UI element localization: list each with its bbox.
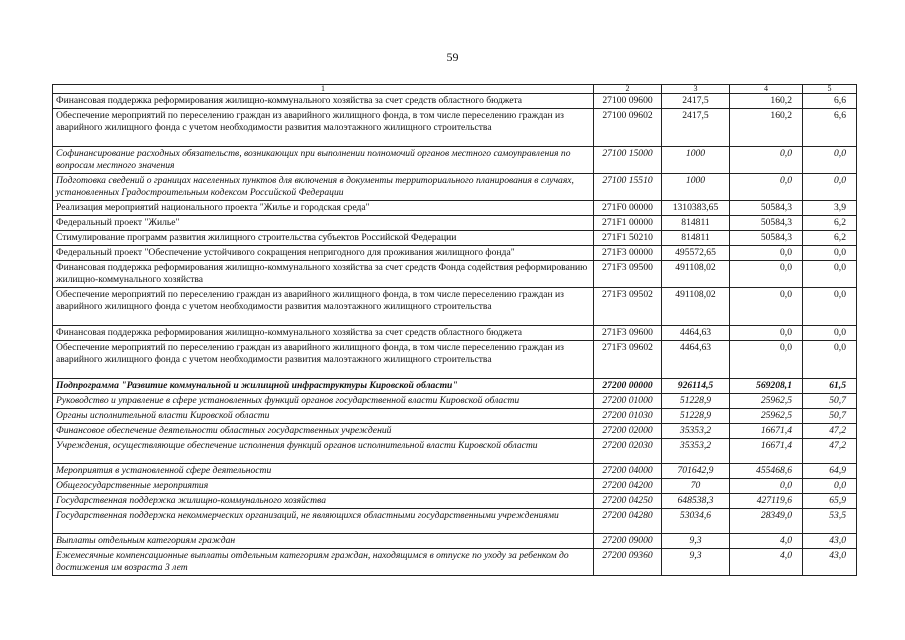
- table-row: [53, 439, 857, 464]
- row-percent: 50,7: [803, 394, 857, 409]
- row-name: Реализация мероприятий национального проекта "Жилье и городская среда": [53, 201, 594, 216]
- row-plan: 491108,02: [662, 288, 730, 326]
- row-name: Государственная поддержка некоммерческих организаций, не являющихся областными государственными учреждениями: [53, 509, 594, 534]
- row-plan: 2417,5: [662, 94, 730, 109]
- row-name: Подпрограмма "Развитие коммунальной и жилищной инфраструктуры Кировской области": [53, 379, 594, 394]
- row-fact: 4,0: [730, 549, 803, 576]
- row-plan: 1310383,65: [662, 201, 730, 216]
- budget-table: [52, 84, 857, 576]
- row-plan: 491108,02: [662, 261, 730, 288]
- row-code: 271F3 09502: [594, 288, 662, 326]
- row-plan: 701642,9: [662, 464, 730, 479]
- row-fact: 427119,6: [730, 494, 803, 509]
- row-fact: 25962,5: [730, 394, 803, 409]
- row-plan: 814811: [662, 216, 730, 231]
- row-plan: 70: [662, 479, 730, 494]
- row-code: 271F3 00000: [594, 246, 662, 261]
- table-row: [53, 424, 857, 439]
- row-fact: 16671,4: [730, 424, 803, 439]
- row-code: 271F3 09602: [594, 341, 662, 379]
- table-row: [53, 261, 857, 288]
- row-code: 271F1 50210: [594, 231, 662, 246]
- row-name: Органы исполнительной власти Кировской области: [53, 409, 594, 424]
- column-header-2: 2: [594, 85, 662, 94]
- row-plan: 495572,65: [662, 246, 730, 261]
- row-name: Мероприятия в установленной сфере деятельности: [53, 464, 594, 479]
- table-row: [53, 94, 857, 109]
- row-name: Финансовая поддержка реформирования жилищно-коммунального хозяйства за счет средств Фонда содействия реформированию жилищно-коммунального хозяйства: [53, 261, 594, 288]
- row-code: 27200 09360: [594, 549, 662, 576]
- row-plan: 35353,2: [662, 424, 730, 439]
- row-name: Финансовая поддержка реформирования жилищно-коммунального хозяйства за счет средств областного бюджета: [53, 326, 594, 341]
- row-plan: 648538,3: [662, 494, 730, 509]
- table-header-row: [53, 85, 857, 94]
- row-name: Обеспечение мероприятий по переселению граждан из аварийного жилищного фонда, в том числе переселению граждан из аварийного жилищного фонда с учетом необходимости развития малоэтажного жилищного строительства: [53, 288, 594, 326]
- row-plan: 35353,2: [662, 439, 730, 464]
- table-row: [53, 288, 857, 326]
- row-code: 27100 15000: [594, 147, 662, 174]
- row-fact: 25962,5: [730, 409, 803, 424]
- row-percent: 0,0: [803, 479, 857, 494]
- row-percent: 0,0: [803, 288, 857, 326]
- row-plan: 51228,9: [662, 394, 730, 409]
- row-name: Обеспечение мероприятий по переселению граждан из аварийного жилищного фонда, в том числе переселению граждан из аварийного жилищного фонда с учетом необходимости развития малоэтажного жилищного строительства: [53, 109, 594, 147]
- row-percent: 0,0: [803, 147, 857, 174]
- row-percent: 65,9: [803, 494, 857, 509]
- row-percent: 6,2: [803, 231, 857, 246]
- row-code: 27200 04200: [594, 479, 662, 494]
- table-row: [53, 534, 857, 549]
- row-name: Выплаты отдельным категориям граждан: [53, 534, 594, 549]
- row-name: Обеспечение мероприятий по переселению граждан из аварийного жилищного фонда, в том числе переселению граждан из аварийного жилищного фонда с учетом необходимости развития малоэтажного жилищного строительства: [53, 341, 594, 379]
- page-number: 59: [446, 50, 459, 64]
- row-code: 27200 01000: [594, 394, 662, 409]
- column-header-3: 3: [662, 85, 730, 94]
- row-name: Государственная поддержка жилищно-коммунального хозяйства: [53, 494, 594, 509]
- row-name: Руководство и управление в сфере установленных функций органов государственной власти Кировской области: [53, 394, 594, 409]
- row-name: Учреждения, осуществляющие обеспечение исполнения функций органов исполнительной власти Кировской области: [53, 439, 594, 464]
- table-row: [53, 109, 857, 147]
- row-percent: 0,0: [803, 326, 857, 341]
- row-name: Общегосударственные мероприятия: [53, 479, 594, 494]
- row-name: Финансовая поддержка реформирования жилищно-коммунального хозяйства за счет средств областного бюджета: [53, 94, 594, 109]
- table-row: [53, 509, 857, 534]
- row-code: 271F3 09600: [594, 326, 662, 341]
- row-code: 27200 04000: [594, 464, 662, 479]
- row-fact: 50584,3: [730, 231, 803, 246]
- table-row: [53, 409, 857, 424]
- row-name: Финансовое обеспечение деятельности областных государственных учреждений: [53, 424, 594, 439]
- row-percent: 0,0: [803, 246, 857, 261]
- row-fact: 0,0: [730, 341, 803, 379]
- table-row: [53, 246, 857, 261]
- row-code: 27200 04280: [594, 509, 662, 534]
- row-name: Федеральный проект "Жилье": [53, 216, 594, 231]
- row-percent: 0,0: [803, 174, 857, 201]
- row-percent: 6,2: [803, 216, 857, 231]
- row-fact: 0,0: [730, 326, 803, 341]
- row-percent: 43,0: [803, 549, 857, 576]
- row-fact: 50584,3: [730, 216, 803, 231]
- row-plan: 814811: [662, 231, 730, 246]
- row-plan: 1000: [662, 174, 730, 201]
- table-row: [53, 379, 857, 394]
- row-percent: 50,7: [803, 409, 857, 424]
- row-percent: 0,0: [803, 341, 857, 379]
- table-row: [53, 174, 857, 201]
- row-code: 271F3 09500: [594, 261, 662, 288]
- row-fact: 455468,6: [730, 464, 803, 479]
- row-code: 27200 01030: [594, 409, 662, 424]
- column-header-4: 4: [730, 85, 803, 94]
- column-header-5: 5: [803, 85, 857, 94]
- row-percent: 61,5: [803, 379, 857, 394]
- row-percent: 53,5: [803, 509, 857, 534]
- table-row: [53, 216, 857, 231]
- row-name: Стимулирование программ развития жилищного строительства субъектов Российской Федерации: [53, 231, 594, 246]
- row-plan: 4464,63: [662, 341, 730, 379]
- row-name: Ежемесячные компенсационные выплаты отдельным категориям граждан, находящимся в отпуске по уходу за ребенком до достижения им возраста 3 лет: [53, 549, 594, 576]
- table-row: [53, 201, 857, 216]
- row-fact: 160,2: [730, 109, 803, 147]
- row-percent: 0,0: [803, 261, 857, 288]
- row-percent: 6,6: [803, 109, 857, 147]
- row-fact: 0,0: [730, 479, 803, 494]
- row-percent: 47,2: [803, 439, 857, 464]
- row-percent: 43,0: [803, 534, 857, 549]
- row-fact: 0,0: [730, 174, 803, 201]
- column-header-1: 1: [53, 85, 594, 94]
- row-name: Федеральный проект "Обеспечение устойчивого сокращения непригодного для проживания жилищного фонда": [53, 246, 594, 261]
- row-code: 27200 04250: [594, 494, 662, 509]
- row-plan: 53034,6: [662, 509, 730, 534]
- table-row: [53, 479, 857, 494]
- row-code: 271F1 00000: [594, 216, 662, 231]
- row-code: 271F0 00000: [594, 201, 662, 216]
- row-name: Подготовка сведений о границах населенных пунктов для включения в документы территориального планирования в случаях, установленных Градостроительным кодексом Российской Федерации: [53, 174, 594, 201]
- row-fact: 28349,0: [730, 509, 803, 534]
- row-percent: 64,9: [803, 464, 857, 479]
- row-plan: 9,3: [662, 534, 730, 549]
- row-plan: 926114,5: [662, 379, 730, 394]
- row-fact: 16671,4: [730, 439, 803, 464]
- table-row: [53, 494, 857, 509]
- row-plan: 4464,63: [662, 326, 730, 341]
- row-name: Софинансирование расходных обязательств, возникающих при выполнении полномочий органов местного самоуправления по вопросам местного значения: [53, 147, 594, 174]
- row-fact: 0,0: [730, 147, 803, 174]
- table-row: [53, 231, 857, 246]
- row-plan: 9,3: [662, 549, 730, 576]
- row-code: 27200 00000: [594, 379, 662, 394]
- row-percent: 3,9: [803, 201, 857, 216]
- row-code: 27100 09602: [594, 109, 662, 147]
- row-plan: 1000: [662, 147, 730, 174]
- table-row: [53, 394, 857, 409]
- table-row: [53, 326, 857, 341]
- row-code: 27200 02030: [594, 439, 662, 464]
- row-fact: 50584,3: [730, 201, 803, 216]
- row-fact: 160,2: [730, 94, 803, 109]
- table-row: [53, 147, 857, 174]
- row-percent: 47,2: [803, 424, 857, 439]
- row-fact: 0,0: [730, 288, 803, 326]
- row-fact: 4,0: [730, 534, 803, 549]
- row-plan: 2417,5: [662, 109, 730, 147]
- row-fact: 0,0: [730, 246, 803, 261]
- row-plan: 51228,9: [662, 409, 730, 424]
- row-code: 27200 02000: [594, 424, 662, 439]
- row-percent: 6,6: [803, 94, 857, 109]
- table-row: [53, 549, 857, 576]
- row-fact: 0,0: [730, 261, 803, 288]
- row-code: 27100 09600: [594, 94, 662, 109]
- row-fact: 569208,1: [730, 379, 803, 394]
- table-row: [53, 341, 857, 379]
- row-code: 27100 15510: [594, 174, 662, 201]
- table-row: [53, 464, 857, 479]
- row-code: 27200 09000: [594, 534, 662, 549]
